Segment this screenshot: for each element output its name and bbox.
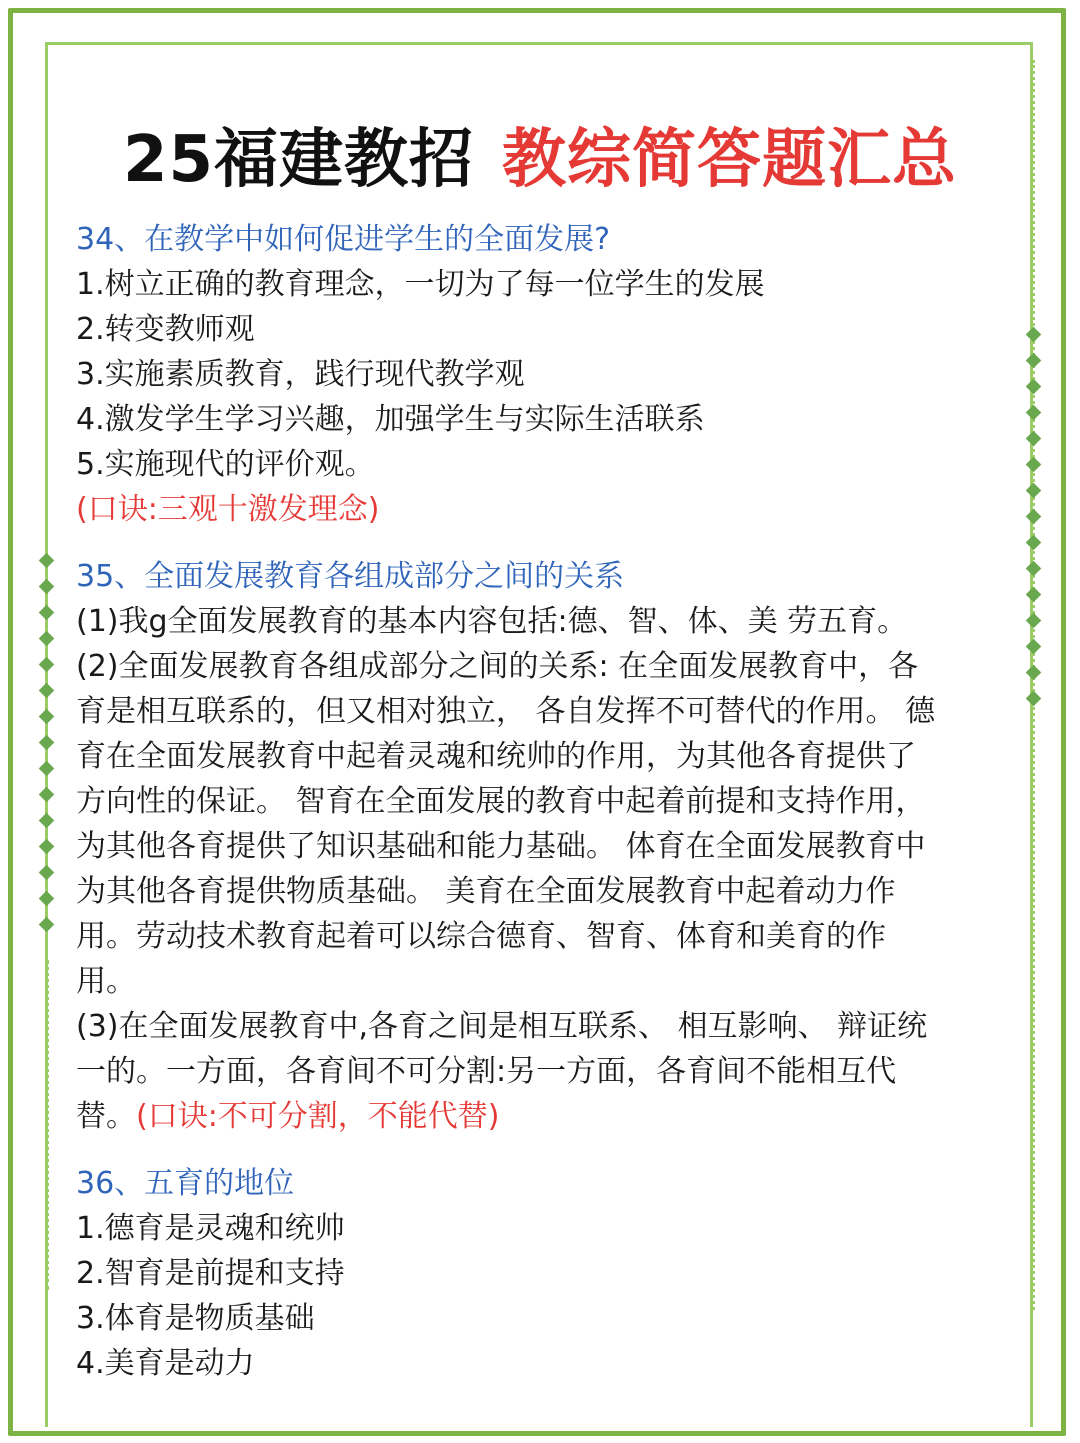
diamond-icon [1025,638,1041,654]
diamond-icon [1025,378,1041,394]
diamond-icon [38,708,54,724]
diamond-icon [38,682,54,698]
q36-item: 3.体育是物质基础 [76,1301,315,1336]
q34-mnemonic: (口诀:三观十激发理念) [76,492,380,527]
question-36: 36、五育的地位 [76,1166,295,1201]
q36-item: 2.智育是前提和支持 [76,1256,345,1291]
q35-line: 用。劳动技术教育起着可以综合德育、智育、体育和美育的作 [76,919,886,954]
diamond-icon [38,812,54,828]
dotted-border-left [46,960,49,1290]
diamond-icon [1025,430,1041,446]
diamond-decoration-right [1024,321,1042,711]
diamond-icon [38,630,54,646]
diamond-icon [38,838,54,854]
title-part-black: 25福建教招 [122,123,475,197]
diamond-icon [1025,456,1041,472]
q35-last-line [76,1094,1006,1139]
q34-item: 3.实施素质教育，践行现代教学观 [76,357,525,392]
q35-line: 为其他各育提供物质基础。 美育在全面发展教育中起着动力作 [76,874,896,909]
diamond-icon [38,916,54,932]
q34-item: 1.树立正确的教育理念，一切为了每一位学生的发展 [76,267,765,302]
diamond-icon [38,656,54,672]
q35-line: 为其他各育提供了知识基础和能力基础。 体育在全面发展教育中 [76,829,926,864]
diamond-icon [38,734,54,750]
diamond-icon [1025,404,1041,420]
q36-item: 1.德育是灵魂和统帅 [76,1211,345,1246]
diamond-icon [38,578,54,594]
q35-mnemonic: (口诀:不可分割，不能代替) [136,1099,500,1134]
q35-line: 用。 [76,964,136,999]
q35-line: 育在全面发展教育中起着灵魂和统帅的作用，为其他各育提供了 [76,739,916,774]
diamond-icon [1025,612,1041,628]
diamond-icon [38,552,54,568]
q35-line: 一的。一方面，各育间不可分割:另一方面，各育间不能相互代 [76,1054,897,1089]
diamond-icon [1025,586,1041,602]
q35-line: (3)在全面发展教育中,各育之间是相互联系、 相互影响、 辩证统 [76,1009,928,1044]
q35-last-text: 替。 [76,1099,136,1134]
q35-line: 育是相互联系的，但又相对独立， 各自发挥不可替代的作用。 德 [76,694,936,729]
diamond-decoration-left [37,547,55,937]
question-34: 34、在教学中如何促进学生的全面发展? [76,222,611,257]
diamond-icon [38,786,54,802]
q35-line: (1)我g全面发展教育的基本内容包括:德、智、体、美 劳五育。 [76,604,908,639]
q34-item: 2.转变教师观 [76,312,255,347]
diamond-icon [1025,664,1041,680]
diamond-icon [38,864,54,880]
diamond-icon [38,760,54,776]
q34-item: 5.实施现代的评价观。 [76,447,375,482]
diamond-icon [1025,690,1041,706]
page-title [0,108,1080,200]
title-part-red: 教综简答题汇总 [502,123,958,197]
diamond-icon [1025,326,1041,342]
diamond-icon [38,604,54,620]
content [76,217,1006,1386]
diamond-icon [1025,560,1041,576]
q35-line: (2)全面发展教育各组成部分之间的关系: 在全面发展教育中，各 [76,649,919,684]
q34-item: 4.激发学生学习兴趣，加强学生与实际生活联系 [76,402,705,437]
question-35: 35、全面发展教育各组成部分之间的关系 [76,559,625,594]
diamond-icon [1025,482,1041,498]
q35-line: 方向性的保证。 智育在全面发展的教育中起着前提和支持作用， [76,784,926,819]
q36-item: 4.美育是动力 [76,1346,255,1381]
diamond-icon [1025,508,1041,524]
diamond-icon [1025,534,1041,550]
diamond-icon [1025,352,1041,368]
diamond-icon [38,890,54,906]
